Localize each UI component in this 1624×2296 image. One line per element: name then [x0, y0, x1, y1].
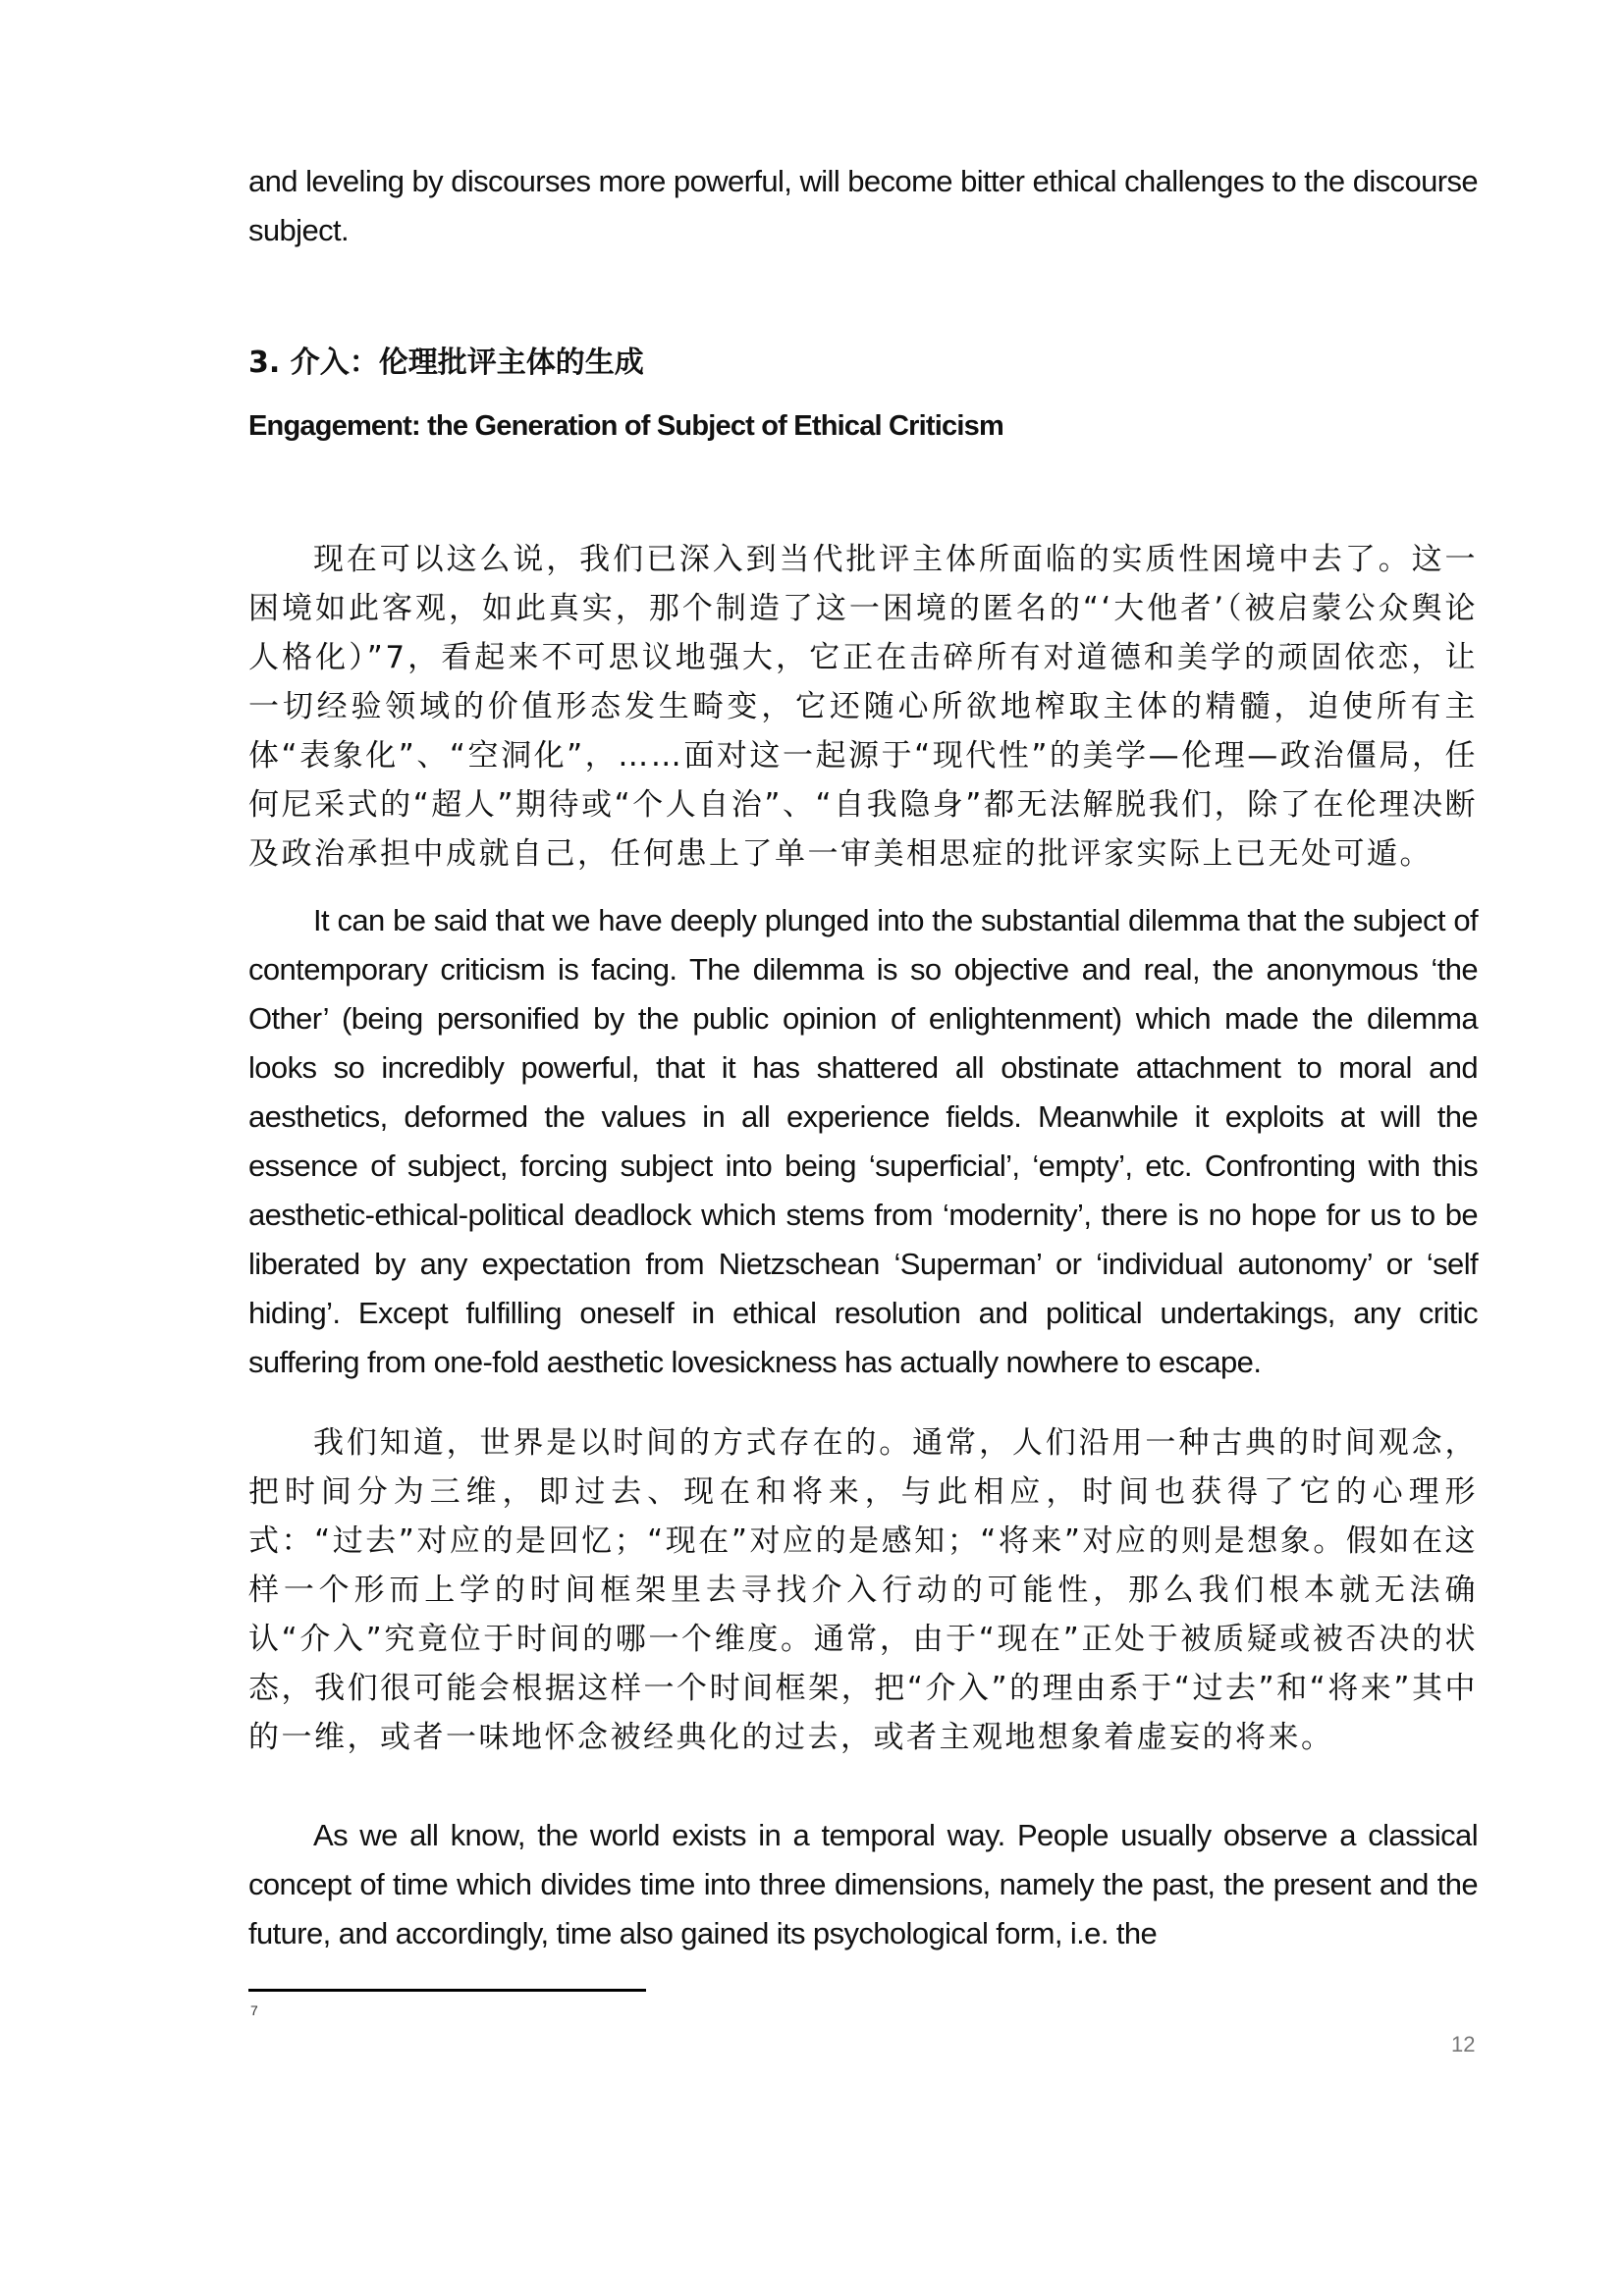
section-heading-zh: 3. 介入：伦理批评主体的生成: [248, 346, 644, 380]
paragraph-3-zh-block: [248, 1418, 1478, 1762]
section-heading-zh-block: [248, 344, 1478, 383]
paragraph-en: As we all know, the world exists in a temporal way. People usually observe a classical concept of time which divides time into three dimensions, namely the past, the present and the future, and accordingly, time also gained its psychological form, i.e. the: [248, 1818, 1478, 1950]
paragraph-zh: 现在可以这么说，我们已深入到当代批评主体所面临的实质性困境中去了。这一困境如此客观，如此真实，那个制造了这一困境的匿名的“‘大他者’（被启蒙公众舆论人格化）”7，看起来不可思议地强大，它正在击碎所有对道德和美学的顽固依恋，让一切经验领域的价值形态发生畸变，它还随心所欲地榨取主体的精髓，迫使所有主体“表象化”、“空洞化”，……面对这一起源于“现代性”的美学—伦理—政治僵局，任何尼采式的“超人”期待或“个人自治”、“自我隐身”都无法解脱我们，除了在伦理决断及政治承担中成就自己，任何患上了单一审美相思症的批评家实际上已无处可遁。: [248, 542, 1478, 872]
continuation-paragraph: and leveling by discourses more powerful, will become bitter ethical challenges to the discourse subject.: [248, 164, 1478, 247]
paragraph-2-en-block: [248, 896, 1478, 1387]
footnote-separator: [248, 1989, 646, 1992]
paragraph-zh: 我们知道，世界是以时间的方式存在的。通常，人们沿用一种古典的时间观念，把时间分为三维，即过去、现在和将来，与此相应，时间也获得了它的心理形式：“过去”对应的是回忆；“现在”对应的是感知；“将来”对应的则是想象。假如在这样一个形而上学的时间框架里去寻找介入行动的可能性，那么我们根本就无法确认“介入”究竟位于时间的哪一个维度。通常，由于“现在”正处于被质疑或被否决的状态，我们很可能会根据这样一个时间框架，把“介入”的理由系于“过去”和“将来”其中的一维，或者一味地怀念被经典化的过去，或者主观地想象着虚妄的将来。: [248, 1425, 1478, 1755]
page-number: 12: [1451, 2032, 1476, 2056]
paragraph-4-en-block: [248, 1811, 1478, 1958]
continuation-paragraph-block: [248, 157, 1478, 255]
paragraph-en: It can be said that we have deeply plunged into the substantial dilemma that the subject of contemporary criticism is facing. The dilemma is so objective and real, the anonymous ‘the Other’ (being personified by the public opinion of enlightenment) which made the dilemma looks so incredibly powerful, that it has shattered all obstinate attachment to moral and aesthetics, deformed the values in all experience fields. Meanwhile it exploits at will the essence of subject, forcing subject into being ‘superficial’, ‘empty’, etc. Confronting with this aesthetic-ethical-political deadlock which stems from ‘modernity’, there is no hope for us to be liberated by any expectation from Nietzschean ‘Superman’ or ‘individual autonomy’ or ‘self hiding’. Except fulfilling oneself in ethical resolution and political undertakings, any critic suffering from one-fold aesthetic lovesickness has actually nowhere to escape.: [248, 903, 1478, 1379]
paragraph-1-zh-block: [248, 535, 1478, 879]
section-heading-en: Engagement: the Generation of Subject of Ethical Criticism: [248, 410, 1003, 442]
section-heading-en-block: [248, 406, 1478, 446]
footnote-number[interactable]: 7: [250, 2002, 258, 2018]
